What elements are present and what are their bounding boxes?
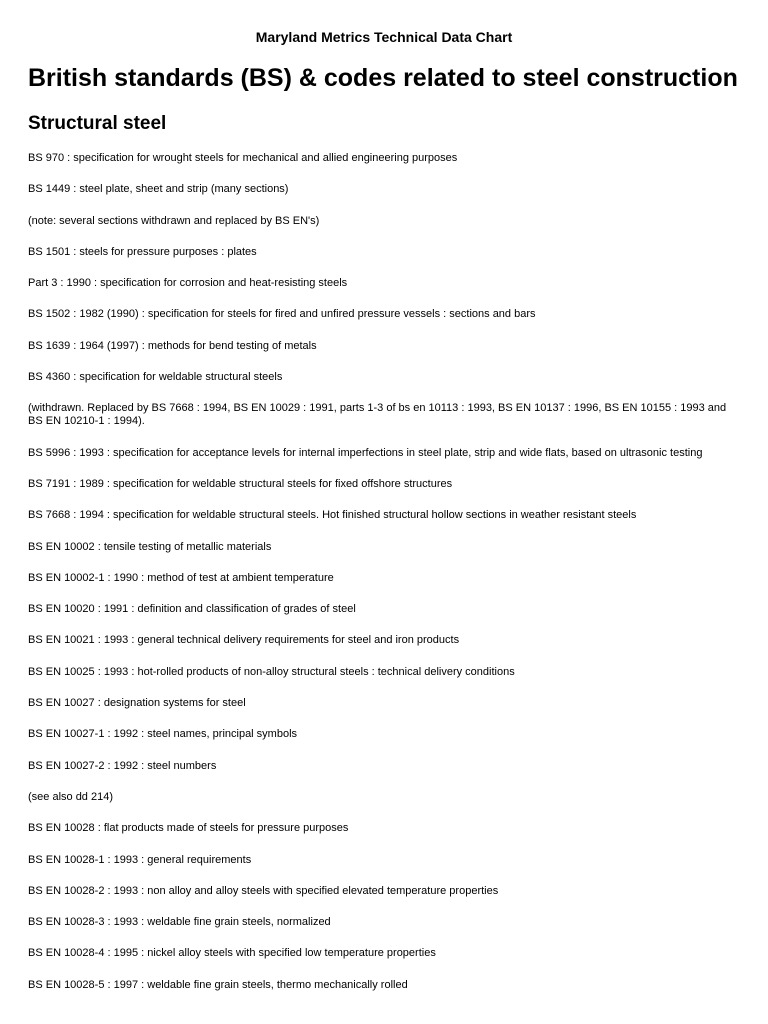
section-title: Structural steel <box>28 113 167 134</box>
list-item: BS 1639 : 1964 (1997) : methods for bend testing of metals <box>28 339 317 352</box>
list-item: BS 7191 : 1989 : specification for weldable structural steels for fixed offshore structures <box>28 477 453 490</box>
list-item: BS EN 10028-4 : 1995 : nickel alloy steels with specified low temperature properties <box>28 947 436 960</box>
list-item: BS EN 10025 : 1993 : hot-rolled products of non-alloy structural steels : technical delivery conditions <box>28 665 515 678</box>
list-item: (withdrawn. Replaced by BS 7668 : 1994, BS EN 10029 : 1991, parts 1-3 of bs en 10113 : 1993, BS EN 10137 : 1996, BS EN 10155 : 1993 and BS EN 10210-1 : 1994). <box>28 402 727 428</box>
list-item: BS 4360 : specification for weldable structural steels <box>28 371 283 384</box>
list-item: BS EN 10028-1 : 1993 : general requirements <box>28 853 252 866</box>
list-item: (note: several sections withdrawn and replaced by BS EN's) <box>28 214 320 227</box>
list-item: BS EN 10020 : 1991 : definition and classification of grades of steel <box>28 603 356 616</box>
list-item: BS 1449 : steel plate, sheet and strip (many sections) <box>28 183 289 196</box>
list-item: BS 1501 : steels for pressure purposes : plates <box>28 245 257 258</box>
page-title: British standards (BS) & codes related to steel construction <box>28 64 738 92</box>
list-item: Part 3 : 1990 : specification for corrosion and heat-resisting steels <box>28 277 348 290</box>
standards-list <box>28 152 740 1010</box>
list-item: BS EN 10027-1 : 1992 : steel names, principal symbols <box>28 728 298 741</box>
list-item: BS EN 10028-2 : 1993 : non alloy and alloy steels with specified elevated temperature properties <box>28 884 499 897</box>
list-item: BS EN 10028 : flat products made of steels for pressure purposes <box>28 822 349 835</box>
list-item: BS 1502 : 1982 (1990) : specification for steels for fired and unfired pressure vessels : sections and bars <box>28 308 536 321</box>
list-item: (see also dd 214) <box>28 790 113 803</box>
document-header: Maryland Metrics Technical Data Chart <box>255 29 513 45</box>
list-item: BS EN 10028-3 : 1993 : weldable fine grain steels, normalized <box>28 916 331 929</box>
list-item: BS EN 10002-1 : 1990 : method of test at ambient temperature <box>28 571 334 584</box>
list-item: BS EN 10021 : 1993 : general technical delivery requirements for steel and iron products <box>28 634 460 647</box>
list-item: BS EN 10002 : tensile testing of metallic materials <box>28 540 272 553</box>
list-item: BS 7668 : 1994 : specification for weldable structural steels. Hot finished structural hollow sections in weather resistant steels <box>28 509 637 522</box>
list-item: BS EN 10027-2 : 1992 : steel numbers <box>28 759 217 772</box>
list-item: BS 5996 : 1993 : specification for acceptance levels for internal imperfections in steel plate, strip and wide flats, based on ultrasonic testing <box>28 446 703 459</box>
list-item: BS EN 10027 : designation systems for steel <box>28 697 246 710</box>
list-item: BS EN 10028-5 : 1997 : weldable fine grain steels, thermo mechanically rolled <box>28 978 408 991</box>
list-item: BS 970 : specification for wrought steels for mechanical and allied engineering purposes <box>28 152 458 164</box>
